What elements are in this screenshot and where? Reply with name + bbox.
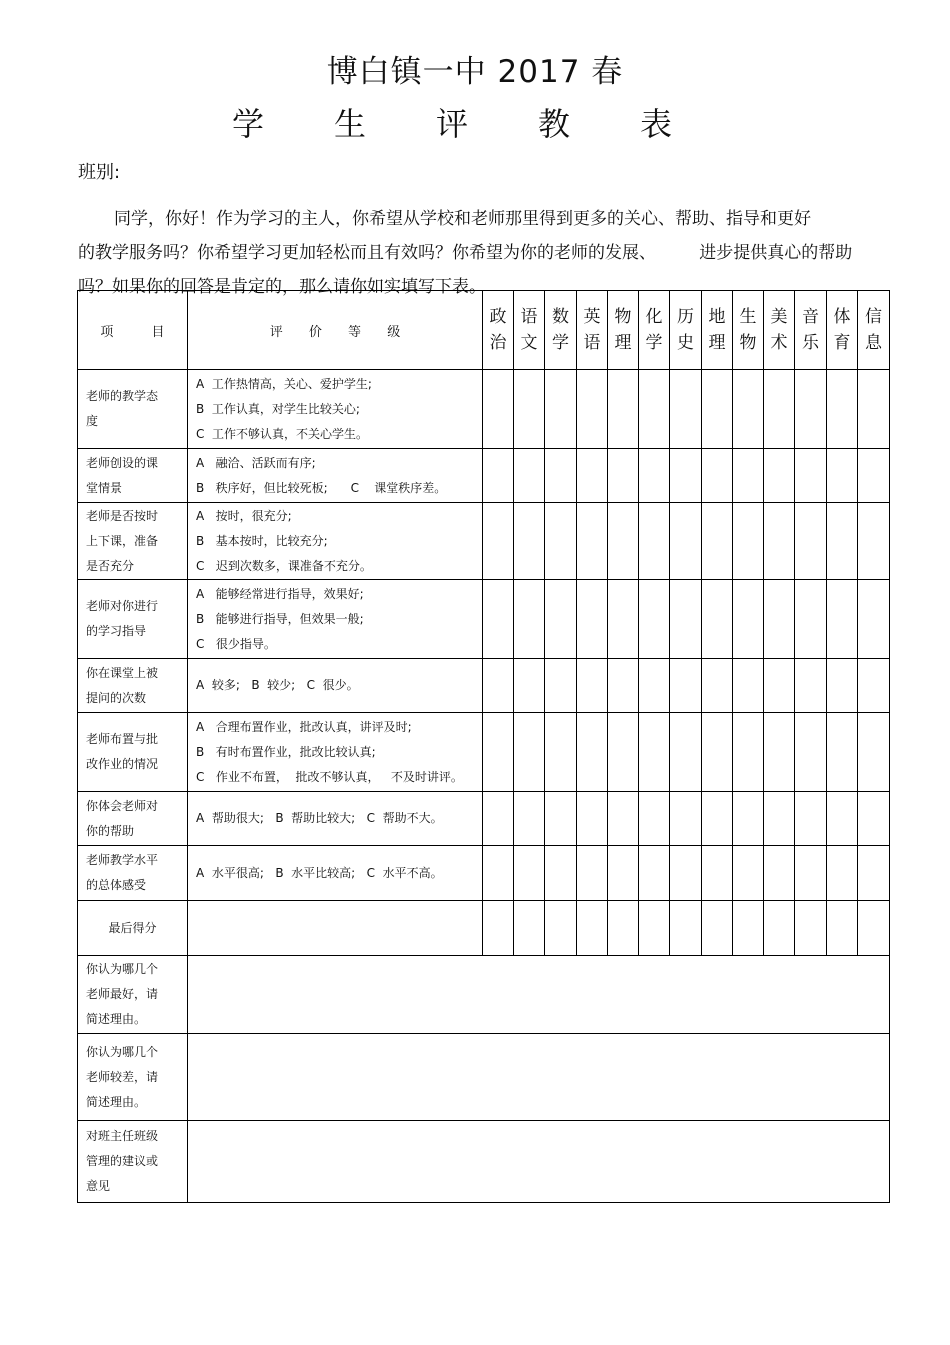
criterion-label: [78, 580, 188, 659]
subject-char: 信: [865, 307, 882, 327]
score-cell[interactable]: [764, 449, 795, 503]
subject-char: 美: [770, 307, 788, 327]
score-cell[interactable]: [733, 580, 764, 659]
option-line: A 工作热情高，关心、爱护学生;: [196, 376, 372, 391]
label-line: 老师是否按时: [86, 508, 159, 523]
score-cell[interactable]: [483, 449, 514, 503]
criterion-options: [188, 503, 483, 580]
option-line: C 迟到次数多，课准备不充分。: [196, 558, 372, 573]
subject-header: [577, 291, 608, 370]
score-cell[interactable]: [514, 503, 545, 580]
score-cell[interactable]: [733, 503, 764, 580]
score-cell[interactable]: [483, 846, 514, 901]
subject-char: 理: [708, 333, 726, 353]
subject-char: 物: [614, 307, 632, 327]
criterion-options: [188, 659, 483, 713]
score-cell[interactable]: [858, 713, 890, 792]
criterion-options: [188, 370, 483, 449]
criterion-options: [188, 792, 483, 846]
score-cell[interactable]: [514, 580, 545, 659]
option-line: A 融洽、活跃而有序;: [196, 455, 316, 470]
score-cell[interactable]: [827, 846, 858, 901]
subject-char: 理: [614, 333, 632, 353]
score-cell[interactable]: [608, 580, 639, 659]
final-score-cell[interactable]: [764, 901, 795, 956]
option-line: A 能够经常进行指导，效果好;: [196, 586, 364, 601]
score-cell[interactable]: [764, 659, 795, 713]
score-cell[interactable]: [639, 659, 670, 713]
score-cell[interactable]: [483, 792, 514, 846]
score-cell[interactable]: [483, 580, 514, 659]
score-cell[interactable]: [514, 659, 545, 713]
subtitle-char: 评: [435, 105, 468, 143]
subject-header: [733, 291, 764, 370]
subject-char: 地: [708, 307, 726, 327]
final-score-cell[interactable]: [827, 901, 858, 956]
score-cell[interactable]: [702, 792, 733, 846]
intro-line: 的教学服务吗？你希望学习更加轻松而且有效吗？你希望为你的老师的发展、 进步提供真心的帮助: [78, 243, 853, 263]
subject-char: 乐: [802, 333, 819, 353]
score-cell[interactable]: [483, 503, 514, 580]
prompt-line: 简述理由。: [86, 1094, 147, 1109]
score-cell[interactable]: [670, 713, 702, 792]
subject-char: 语: [583, 333, 601, 353]
score-cell[interactable]: [827, 370, 858, 449]
score-cell[interactable]: [670, 449, 702, 503]
criterion-row: [78, 846, 890, 901]
score-cell[interactable]: [733, 370, 764, 449]
label-line: 老师对你进行: [86, 599, 159, 613]
comment-row: [78, 1034, 890, 1121]
score-label: 最后得分: [78, 901, 188, 956]
score-cell[interactable]: [733, 659, 764, 713]
prompt-line: 管理的建议或: [86, 1154, 159, 1168]
score-cell[interactable]: [827, 503, 858, 580]
subject-header: [545, 291, 577, 370]
score-cell[interactable]: [545, 659, 577, 713]
class-label: 班别:: [78, 162, 121, 183]
score-cell[interactable]: [670, 580, 702, 659]
label-line: 你的帮助: [86, 823, 135, 838]
score-cell[interactable]: [733, 449, 764, 503]
score-cell[interactable]: [514, 792, 545, 846]
score-cell[interactable]: [577, 503, 608, 580]
subject-char: 音: [802, 307, 819, 327]
subject-header: [702, 291, 733, 370]
final-score-cell[interactable]: [639, 901, 670, 956]
score-cell[interactable]: [545, 580, 577, 659]
label-line: 堂情景: [86, 480, 123, 495]
score-cell[interactable]: [827, 580, 858, 659]
criterion-row: [78, 580, 890, 659]
label-line: 老师教学水平: [86, 853, 159, 867]
score-cell[interactable]: [545, 370, 577, 449]
label-line: 的总体感受: [86, 878, 147, 892]
form-subtitle: [232, 104, 672, 144]
score-cell[interactable]: [577, 449, 608, 503]
label-line: 改作业的情况: [86, 757, 159, 771]
score-cell[interactable]: [795, 792, 827, 846]
criterion-row: [78, 713, 890, 792]
subtitle-char: 表: [639, 105, 672, 143]
score-cell[interactable]: [639, 449, 670, 503]
score-cell[interactable]: [858, 503, 890, 580]
prompt-line: 老师较差，请: [86, 1069, 159, 1084]
score-cell[interactable]: [795, 503, 827, 580]
subject-header: [639, 291, 670, 370]
intro-line: 同学，你好！作为学习的主人，你希望从学校和老师那里得到更多的关心、帮助、指导和更好: [114, 209, 811, 229]
comment-field[interactable]: [188, 1034, 890, 1121]
option-line: B 秩序好，但比较死板; C 课堂秩序差。: [196, 480, 447, 495]
final-score-cell[interactable]: [608, 901, 639, 956]
final-score-cell[interactable]: [545, 901, 577, 956]
score-cell[interactable]: [795, 370, 827, 449]
score-cell[interactable]: [702, 659, 733, 713]
comment-row: [78, 956, 890, 1034]
subject-char: 英: [583, 307, 601, 327]
final-score-cell[interactable]: [702, 901, 733, 956]
score-cell[interactable]: [608, 449, 639, 503]
score-cell[interactable]: [858, 449, 890, 503]
criterion-options: [188, 449, 483, 503]
subject-char: 学: [552, 333, 569, 353]
option-line: A 合理布置作业，批改认真，讲评及时;: [196, 719, 412, 734]
score-cell[interactable]: [608, 659, 639, 713]
option-line: C 作业不布置， 批改不够认真， 不及时讲评。: [196, 769, 463, 784]
criterion-options: [188, 580, 483, 659]
score-cell[interactable]: [483, 713, 514, 792]
score-cell[interactable]: [827, 449, 858, 503]
score-cell[interactable]: [858, 792, 890, 846]
score-cell[interactable]: [795, 580, 827, 659]
criterion-row: [78, 659, 890, 713]
option-line: B 基本按时，比较充分;: [196, 533, 328, 548]
option-line: A 帮助很大; B 帮助比较大; C 帮助不大。: [196, 811, 443, 825]
prompt-line: 你认为哪几个: [86, 1044, 159, 1059]
criterion-row: [78, 449, 890, 503]
option-line: C 很少指导。: [196, 636, 276, 651]
score-cell[interactable]: [670, 846, 702, 901]
score-cell[interactable]: [514, 370, 545, 449]
score-cell[interactable]: [795, 449, 827, 503]
comment-prompt: [78, 1034, 188, 1121]
score-cell[interactable]: [577, 659, 608, 713]
score-cell[interactable]: [827, 792, 858, 846]
score-cell[interactable]: [764, 580, 795, 659]
subject-char: 文: [520, 333, 538, 353]
score-cell[interactable]: [483, 370, 514, 449]
score-cell[interactable]: [827, 659, 858, 713]
subject-header: [858, 291, 890, 370]
subtitle-char: 学: [232, 105, 265, 143]
subject-char: 育: [833, 333, 851, 353]
comment-prompt: [78, 1121, 188, 1203]
criterion-label: [78, 370, 188, 449]
subject-char: 治: [489, 333, 507, 353]
subject-header: [670, 291, 702, 370]
criterion-label: [78, 503, 188, 580]
label-line: 上下课，准备: [86, 533, 159, 548]
score-cell[interactable]: [858, 846, 890, 901]
score-cell[interactable]: [577, 713, 608, 792]
subject-char: 政: [489, 307, 507, 327]
score-cell[interactable]: [577, 792, 608, 846]
final-score-cell[interactable]: [733, 901, 764, 956]
subject-char: 物: [739, 333, 757, 353]
intro-line: 吗？如果你的回答是肯定的，那么请你如实填写下表。: [78, 277, 486, 297]
option-line: C 工作不够认真，不关心学生。: [196, 426, 369, 441]
label-line: 提问的次数: [86, 690, 147, 705]
score-cell[interactable]: [858, 659, 890, 713]
header-item: 项 目: [78, 291, 188, 370]
subject-header: [764, 291, 795, 370]
score-cell[interactable]: [577, 580, 608, 659]
score-cell[interactable]: [577, 370, 608, 449]
subject-char: 生: [739, 307, 757, 327]
score-cell[interactable]: [764, 792, 795, 846]
score-cell[interactable]: [545, 503, 577, 580]
score-cell[interactable]: [639, 846, 670, 901]
score-cell[interactable]: [764, 713, 795, 792]
form-title: 博白镇一中 2017 春: [326, 54, 624, 90]
score-cell[interactable]: [670, 659, 702, 713]
final-score-cell[interactable]: [858, 901, 890, 956]
final-score-cell[interactable]: [483, 901, 514, 956]
score-cell[interactable]: [545, 449, 577, 503]
subject-char: 息: [865, 333, 882, 353]
option-line: A 水平很高; B 水平比较高; C 水平不高。: [196, 865, 443, 880]
comment-field[interactable]: [188, 956, 890, 1034]
criterion-options: [188, 713, 483, 792]
score-cell[interactable]: [764, 846, 795, 901]
score-cell[interactable]: [795, 846, 827, 901]
score-cell[interactable]: [670, 792, 702, 846]
subject-header: [608, 291, 639, 370]
option-line: B 能够进行指导，但效果一般;: [196, 611, 364, 626]
score-cell[interactable]: [827, 713, 858, 792]
label-line: 你在课堂上被: [86, 665, 159, 680]
criterion-row: [78, 503, 890, 580]
final-score-cell[interactable]: [795, 901, 827, 956]
score-cell[interactable]: [733, 713, 764, 792]
score-cell[interactable]: [608, 713, 639, 792]
subject-char: 术: [770, 333, 788, 353]
label-line: 老师的教学态: [86, 389, 159, 403]
label-line: 你体会老师对: [86, 798, 159, 813]
subject-char: 史: [677, 333, 694, 353]
score-cell[interactable]: [514, 713, 545, 792]
score-cell[interactable]: [733, 792, 764, 846]
score-cell[interactable]: [545, 792, 577, 846]
score-row: [78, 901, 890, 956]
score-cell[interactable]: [702, 580, 733, 659]
score-cell[interactable]: [639, 713, 670, 792]
prompt-line: 老师最好，请: [86, 987, 159, 1001]
final-score-cell[interactable]: [514, 901, 545, 956]
score-cell[interactable]: [639, 503, 670, 580]
score-blank: [188, 901, 483, 956]
subject-char: 数: [552, 307, 569, 327]
label-line: 度: [86, 414, 99, 428]
prompt-line: 意见: [86, 1179, 111, 1193]
final-score-cell[interactable]: [670, 901, 702, 956]
score-cell[interactable]: [639, 792, 670, 846]
intro-paragraph: [78, 202, 890, 304]
score-cell[interactable]: [702, 846, 733, 901]
score-cell[interactable]: [795, 713, 827, 792]
header-level: 评 价 等 级: [188, 291, 483, 370]
score-cell[interactable]: [764, 370, 795, 449]
final-score-cell[interactable]: [577, 901, 608, 956]
criterion-label: [78, 846, 188, 901]
subtitle-char: 生: [333, 105, 366, 143]
criterion-label: [78, 449, 188, 503]
criterion-label: [78, 713, 188, 792]
score-cell[interactable]: [702, 449, 733, 503]
comment-field[interactable]: [188, 1121, 890, 1203]
option-line: B 有时布置作业，批改比较认真;: [196, 744, 376, 759]
criterion-options: [188, 846, 483, 901]
score-cell[interactable]: [795, 659, 827, 713]
criterion-row: [78, 370, 890, 449]
score-cell[interactable]: [670, 370, 702, 449]
subject-char: 学: [645, 333, 663, 353]
score-cell[interactable]: [858, 580, 890, 659]
subject-header: [795, 291, 827, 370]
score-cell[interactable]: [545, 713, 577, 792]
evaluation-table: [77, 290, 890, 1203]
subject-header: [483, 291, 514, 370]
score-cell[interactable]: [545, 846, 577, 901]
score-cell[interactable]: [608, 370, 639, 449]
subject-char: 语: [520, 307, 538, 327]
comment-prompt: [78, 956, 188, 1034]
criterion-label: [78, 792, 188, 846]
subject-char: 历: [677, 307, 694, 327]
criterion-label: [78, 659, 188, 713]
prompt-line: 对班主任班级: [86, 1129, 159, 1143]
score-cell[interactable]: [483, 659, 514, 713]
subtitle-char: 教: [537, 105, 570, 143]
comment-row: [78, 1121, 890, 1203]
score-cell[interactable]: [577, 846, 608, 901]
score-cell[interactable]: [702, 503, 733, 580]
score-cell[interactable]: [639, 580, 670, 659]
score-cell[interactable]: [608, 792, 639, 846]
score-cell[interactable]: [858, 370, 890, 449]
header-row: [78, 291, 890, 370]
label-line: 是否充分: [86, 558, 135, 573]
option-line: B 工作认真，对学生比较关心;: [196, 401, 360, 416]
score-cell[interactable]: [514, 846, 545, 901]
subject-char: 化: [645, 307, 663, 327]
score-cell[interactable]: [670, 503, 702, 580]
score-cell[interactable]: [639, 370, 670, 449]
prompt-line: 简述理由。: [86, 1012, 147, 1026]
prompt-line: 你认为哪几个: [86, 962, 159, 976]
score-cell[interactable]: [764, 503, 795, 580]
score-cell[interactable]: [608, 846, 639, 901]
label-line: 老师布置与批: [86, 732, 159, 746]
label-line: 老师创设的课: [86, 455, 159, 470]
score-cell[interactable]: [608, 503, 639, 580]
subject-char: 体: [833, 307, 851, 327]
score-cell[interactable]: [514, 449, 545, 503]
score-cell[interactable]: [702, 370, 733, 449]
score-cell[interactable]: [702, 713, 733, 792]
subject-header: [827, 291, 858, 370]
subject-header: [514, 291, 545, 370]
option-line: A 按时，很充分;: [196, 508, 292, 523]
option-line: A 较多; B 较少; C 很少。: [196, 678, 359, 692]
criterion-row: [78, 792, 890, 846]
label-line: 的学习指导: [86, 624, 147, 638]
score-cell[interactable]: [733, 846, 764, 901]
